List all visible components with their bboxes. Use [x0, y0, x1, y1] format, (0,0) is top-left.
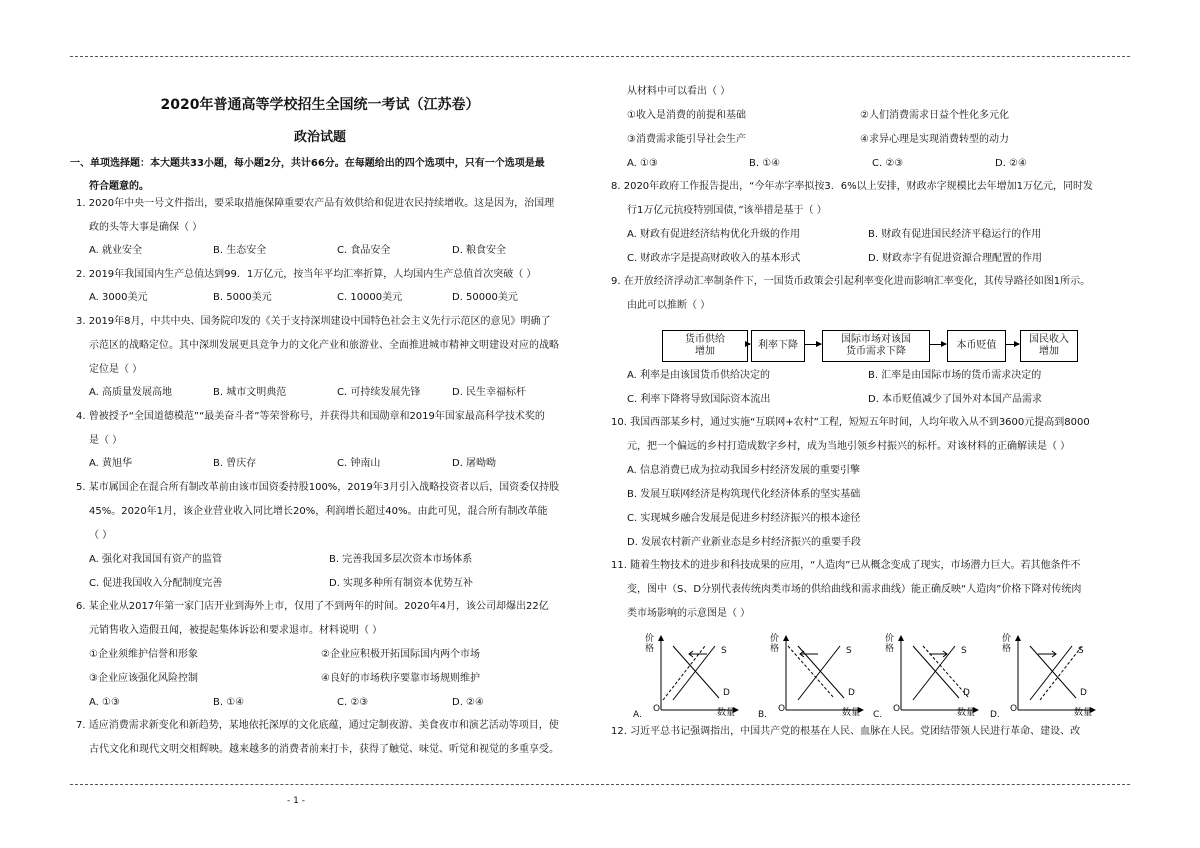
- flow-arrow: [748, 344, 750, 345]
- question-text: 从材料中可以看出（ ）: [627, 86, 731, 97]
- answer-option: B. 城市文明典范: [213, 387, 287, 398]
- y-axis-arrow: [1015, 635, 1021, 641]
- question-text: 2. 2019年我国国内生产总值达到99．1万亿元，按当年平均汇率折算，人均国内生产总值首次突破（ ）: [76, 269, 537, 280]
- x-axis-label: 数量: [717, 708, 736, 718]
- option-letter: A.: [633, 710, 642, 720]
- answer-option: D. ②④: [452, 697, 484, 708]
- question-text: 7. 适应消费需求新变化和新趋势，某地依托深厚的文化底蕴，通过定制夜游、美食夜市和演艺活动等项目，使: [76, 720, 559, 731]
- answer-option: C. 促进我国收入分配制度完善: [89, 578, 223, 589]
- question-text: 元销售收入造假丑闻，被提起集体诉讼和要求退市。材料说明（ ）: [89, 625, 383, 636]
- flow-arrow: [930, 344, 946, 345]
- x-axis-label: 数量: [842, 708, 861, 718]
- answer-option: A. 利率是由该国货币供给决定的: [627, 370, 771, 381]
- origin-label: O: [653, 704, 661, 714]
- answer-option: ①企业须维护信誉和形象: [89, 649, 198, 660]
- flow-box: 利率下降: [751, 330, 805, 362]
- question-text: 8. 2020年政府工作报告提出，“今年赤字率拟按3．6%以上安排，财政赤字规模比去年增加1万亿元，同时发: [611, 181, 1093, 192]
- origin-label: O: [1010, 704, 1018, 714]
- question-text: 变，图中（S、D分别代表传统肉类市场的供给曲线和需求曲线）能正确反映“人造肉”价格下降对传统肉: [627, 584, 1082, 595]
- answer-option: B. 曾庆存: [213, 458, 257, 469]
- x-axis-label: 数量: [1074, 708, 1093, 718]
- answer-option: D. 粮食安全: [452, 245, 507, 256]
- question-text: 古代文化和现代文明交相辉映。越来越多的消费者前来打卡，获得了触觉、味觉、听觉和视觉的多重享受。: [89, 744, 559, 755]
- answer-option: C. 可持续发展先锋: [337, 387, 421, 398]
- y-axis-arrow: [658, 635, 664, 641]
- supply-label: S: [1078, 646, 1084, 656]
- answer-option: C. 食品安全: [337, 245, 391, 256]
- question-text: 示范区的战略定位。其中深圳发展更具竞争力的文化产业和旅游业、全面推进城市精神文明建设对应的战略: [89, 340, 559, 351]
- question-text: 9. 在开放经济浮动汇率制条件下，一国货币政策会引起利率变化进而影响汇率变化，其传导路径如图1所示。: [611, 276, 1091, 287]
- flow-arrow: [805, 344, 821, 345]
- answer-option: A. 3000美元: [89, 292, 148, 303]
- answer-option: ①收入是消费的前提和基础: [627, 110, 746, 121]
- y-axis-label: 价 格: [645, 634, 655, 654]
- answer-option: C. 10000美元: [337, 292, 403, 303]
- answer-option: ④求异心理是实现消费转型的动力: [860, 134, 1009, 145]
- answer-option: A. 财政有促进经济结构优化升级的作用: [627, 229, 801, 240]
- demand-label: D: [848, 688, 855, 698]
- option-letter: B.: [758, 710, 768, 720]
- supply-demand-graph: [873, 632, 983, 720]
- question-text: 行1万亿元抗疫特别国债，”该举措是基于（ ）: [627, 205, 827, 216]
- question-text: 3. 2019年8月，中共中央、国务院印发的《关于支持深圳建设中国特色社会主义先行示范区的意见》明确了: [76, 316, 551, 327]
- question-text: 45%。2020年1月，该企业营业收入同比增长20%，利润增长超过40%。由此可见，混合所有制改革能: [89, 506, 548, 517]
- question-text: 5. 某市属国企在混合所有制改革前由该市国资委持股100%，2019年3月引入战略投资者以后，国资委仅持股: [76, 482, 560, 493]
- y-axis-label: 价 格: [1002, 634, 1012, 654]
- answer-option: ③消费需求能引导社会生产: [627, 134, 746, 145]
- answer-option: D. 实现多种所有制资本优势互补: [329, 578, 474, 589]
- answer-option: C. 利率下降将导致国际资本流出: [627, 394, 771, 405]
- question-text: 元，把一个偏远的乡村打造成数字乡村，成为当地引领乡村振兴的标杆。对该材料的正确解读是（ ）: [627, 441, 1071, 452]
- answer-option: A. ①③: [89, 697, 120, 708]
- answer-option: A. 信息消费已成为拉动我国乡村经济发展的重要引擎: [627, 465, 861, 476]
- answer-option: B. ①④: [749, 158, 781, 169]
- bottom-rule: [70, 784, 1130, 785]
- question-text: 12. 习近平总书记强调指出，中国共产党的根基在人民、血脉在人民。党团结带领人民进行革命、建设、改: [611, 726, 1081, 737]
- question-text: 由此可以推断（ ）: [627, 300, 711, 311]
- demand-label: D: [723, 688, 730, 698]
- question-text: 类市场影响的示意图是（ ）: [627, 608, 751, 619]
- section-heading-cont: 符合题意的。: [89, 181, 149, 192]
- supply-label: S: [961, 646, 967, 656]
- answer-option: C. ②③: [872, 158, 904, 169]
- question-text: 是（ ）: [89, 435, 123, 446]
- page-number: - 1 -: [287, 796, 305, 806]
- x-axis-label: 数量: [957, 708, 976, 718]
- flow-box: 国际市场对该国 货币需求下降: [822, 330, 930, 362]
- answer-option: D. 50000美元: [452, 292, 518, 303]
- question-text: 1. 2020年中央一号文件指出，要采取措施保障重要农产品有效供给和促进农民持续增收。这是因为，治国理: [76, 198, 555, 209]
- flow-arrow: [1006, 344, 1019, 345]
- flow-box: 货币供给 增加: [662, 330, 748, 362]
- answer-option: B. 5000美元: [213, 292, 272, 303]
- supply-label: S: [846, 646, 852, 656]
- answer-option: B. 发展互联网经济是构筑现代化经济体系的坚实基础: [627, 489, 861, 500]
- question-text: 6. 某企业从2017年第一家门店开业到海外上市，仅用了不到两年的时间。2020年4月，该公司却爆出22亿: [76, 601, 549, 612]
- question-text: 11. 随着生物技术的进步和科技成果的应用，“人造肉”已从概念变成了现实，市场潜力巨大。若其他条件不: [611, 560, 1081, 571]
- answer-option: A. 强化对我国国有资产的监管: [89, 554, 223, 565]
- top-rule: [70, 56, 1130, 57]
- origin-label: O: [893, 704, 901, 714]
- answer-option: A. 就业安全: [89, 245, 143, 256]
- answer-option: ④良好的市场秩序要靠市场规则维护: [321, 673, 480, 684]
- answer-option: A. 黄旭华: [89, 458, 133, 469]
- answer-option: B. 完善我国多层次资本市场体系: [329, 554, 473, 565]
- question-text: 4. 曾被授予“全国道德模范”“最美奋斗者”等荣誉称号，并获得共和国勋章和2019年国家最高科学技术奖的: [76, 411, 545, 422]
- answer-option: D. 发展农村新产业新业态是乡村经济振兴的重要手段: [627, 537, 862, 548]
- answer-option: C. 钟南山: [337, 458, 381, 469]
- section-heading: 一、单项选择题：本大题共33小题，每小题2分，共计66分。在每题给出的四个选项中，只有一个选项是最: [70, 158, 545, 169]
- answer-option: C. ②③: [337, 697, 369, 708]
- answer-option: A. ①③: [627, 158, 658, 169]
- answer-option: D. ②④: [995, 158, 1027, 169]
- option-letter: D.: [990, 710, 1000, 720]
- y-axis-arrow: [783, 635, 789, 641]
- question-text: 10. 我国西部某乡村，通过实施“互联网+农村”工程，短短五年时间，人均年收入从不到3600元提高到8000: [611, 417, 1090, 428]
- flow-box: 本币贬值: [947, 330, 1006, 362]
- exam-title: 2020年普通高等学校招生全国统一考试（江苏卷）: [160, 97, 480, 113]
- exam-subtitle: 政治试题: [293, 130, 346, 145]
- y-axis-arrow: [898, 635, 904, 641]
- answer-option: ②企业应积极开拓国际国内两个市场: [321, 649, 480, 660]
- answer-option: C. 实现城乡融合发展是促进乡村经济振兴的根本途径: [627, 513, 861, 524]
- answer-option: D. 民生幸福标杆: [452, 387, 527, 398]
- question-text: 政的头等大事是确保（ ）: [89, 222, 203, 233]
- answer-option: ③企业应该强化风险控制: [89, 673, 198, 684]
- answer-option: D. 财政赤字有促进资源合理配置的作用: [868, 253, 1043, 264]
- answer-option: B. 财政有促进国民经济平稳运行的作用: [868, 229, 1042, 240]
- demand-label: D: [963, 688, 970, 698]
- answer-option: A. 高质量发展高地: [89, 387, 173, 398]
- option-letter: C.: [873, 710, 883, 720]
- answer-option: D. 屠呦呦: [452, 458, 497, 469]
- answer-option: C. 财政赤字是提高财政收入的基本形式: [627, 253, 801, 264]
- answer-option: B. 生态安全: [213, 245, 267, 256]
- supply-demand-graph: [758, 632, 868, 720]
- answer-option: B. ①④: [213, 697, 245, 708]
- demand-label: D: [1080, 688, 1087, 698]
- supply-demand-graph: [633, 632, 743, 720]
- question-text: （ ）: [89, 530, 113, 541]
- answer-option: ②人们消费需求日益个性化多元化: [860, 110, 1009, 121]
- supply-demand-graph: [990, 632, 1100, 720]
- question-text: 定位是（ ）: [89, 364, 143, 375]
- y-axis-label: 价 格: [885, 634, 895, 654]
- answer-option: D. 本币贬值减少了国外对本国产品需求: [868, 394, 1043, 405]
- origin-label: O: [778, 704, 786, 714]
- answer-option: B. 汇率是由国际市场的货币需求决定的: [868, 370, 1042, 381]
- supply-label: S: [721, 646, 727, 656]
- y-axis-label: 价 格: [770, 634, 780, 654]
- flow-box: 国民收入 增加: [1020, 330, 1078, 362]
